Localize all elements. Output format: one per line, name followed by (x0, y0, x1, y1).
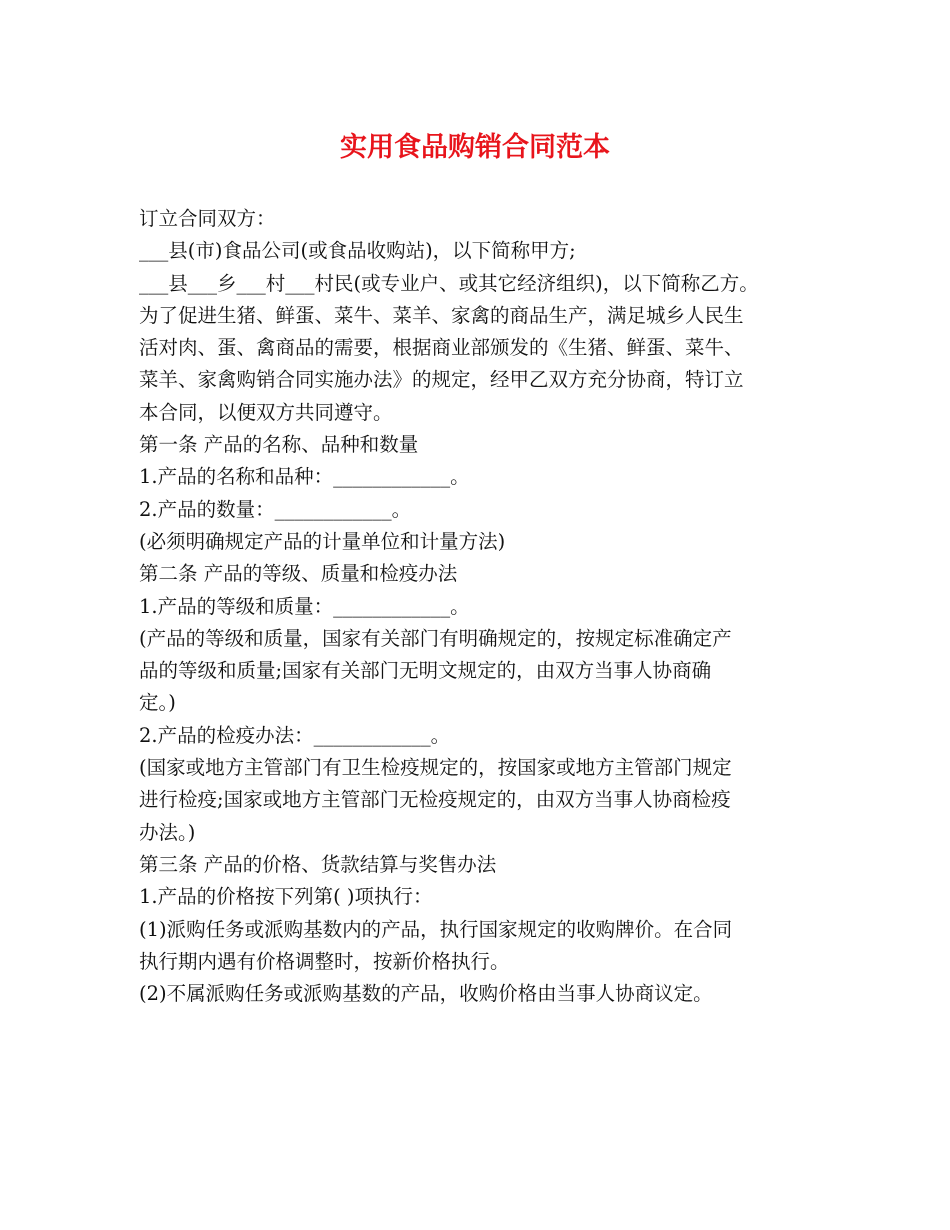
article-heading: 第一条 产品的名称、品种和数量 (139, 433, 419, 457)
paragraph-line: ___县___乡___村___村民(或专业户、或其它经济组织)，以下简称乙方。 (139, 271, 759, 295)
paragraph-line: (产品的等级和质量，国家有关部门有明确规定的，按规定标准确定产 (139, 626, 732, 650)
paragraph-line: 1.产品的名称和品种：____________。 (139, 465, 470, 489)
paragraph-line: (国家或地方主管部门有卫生检疫规定的，按国家或地方主管部门规定 (139, 756, 732, 780)
paragraph-line: 活对肉、蛋、禽商品的需要，根据商业部颁发的《生猪、鲜蛋、菜牛、 (139, 336, 744, 360)
paragraph-line: ___县(市)食品公司(或食品收购站)，以下简称甲方; (139, 239, 576, 263)
paragraph-line: 为了促进生猪、鲜蛋、菜牛、菜羊、家禽的商品生产，满足城乡人民生 (139, 303, 744, 327)
paragraph-line: (必须明确规定产品的计量单位和计量方法) (139, 529, 506, 553)
document-body (139, 203, 819, 1010)
article-heading: 第二条 产品的等级、质量和检疫办法 (139, 562, 458, 586)
paragraph-line: 本合同，以便双方共同遵守。 (139, 400, 393, 424)
paragraph-line: 菜羊、家禽购销合同实施办法》的规定，经甲乙双方充分协商，特订立 (139, 368, 744, 392)
paragraph-line: 定。) (139, 691, 176, 715)
document-title: 实用食品购销合同范本 (340, 132, 610, 163)
paragraph-line: 进行检疫;国家或地方主管部门无检疫规定的，由双方当事人协商检疫 (139, 788, 731, 812)
paragraph-line: 2.产品的检疫办法：____________。 (139, 723, 451, 747)
article-heading: 第三条 产品的价格、货款结算与奖售办法 (139, 852, 497, 876)
paragraph-line: 2.产品的数量：____________。 (139, 497, 412, 521)
paragraph-line: 订立合同双方： (139, 207, 276, 230)
paragraph-line: 办法。) (139, 820, 196, 844)
paragraph-line: 1.产品的价格按下列第( )项执行： (139, 885, 433, 909)
paragraph-line: 1.产品的等级和质量：____________。 (139, 594, 470, 618)
paragraph-line: 品的等级和质量;国家有关部门无明文规定的，由双方当事人协商确 (139, 659, 712, 683)
paragraph-line: (2)不属派购任务或派购基数的产品，收购价格由当事人协商议定。 (139, 982, 713, 1006)
paragraph-line: (1)派购任务或派购基数内的产品，执行国家规定的收购牌价。在合同 (139, 917, 733, 941)
paragraph-line: 执行期内遇有价格调整时，按新价格执行。 (139, 949, 510, 973)
